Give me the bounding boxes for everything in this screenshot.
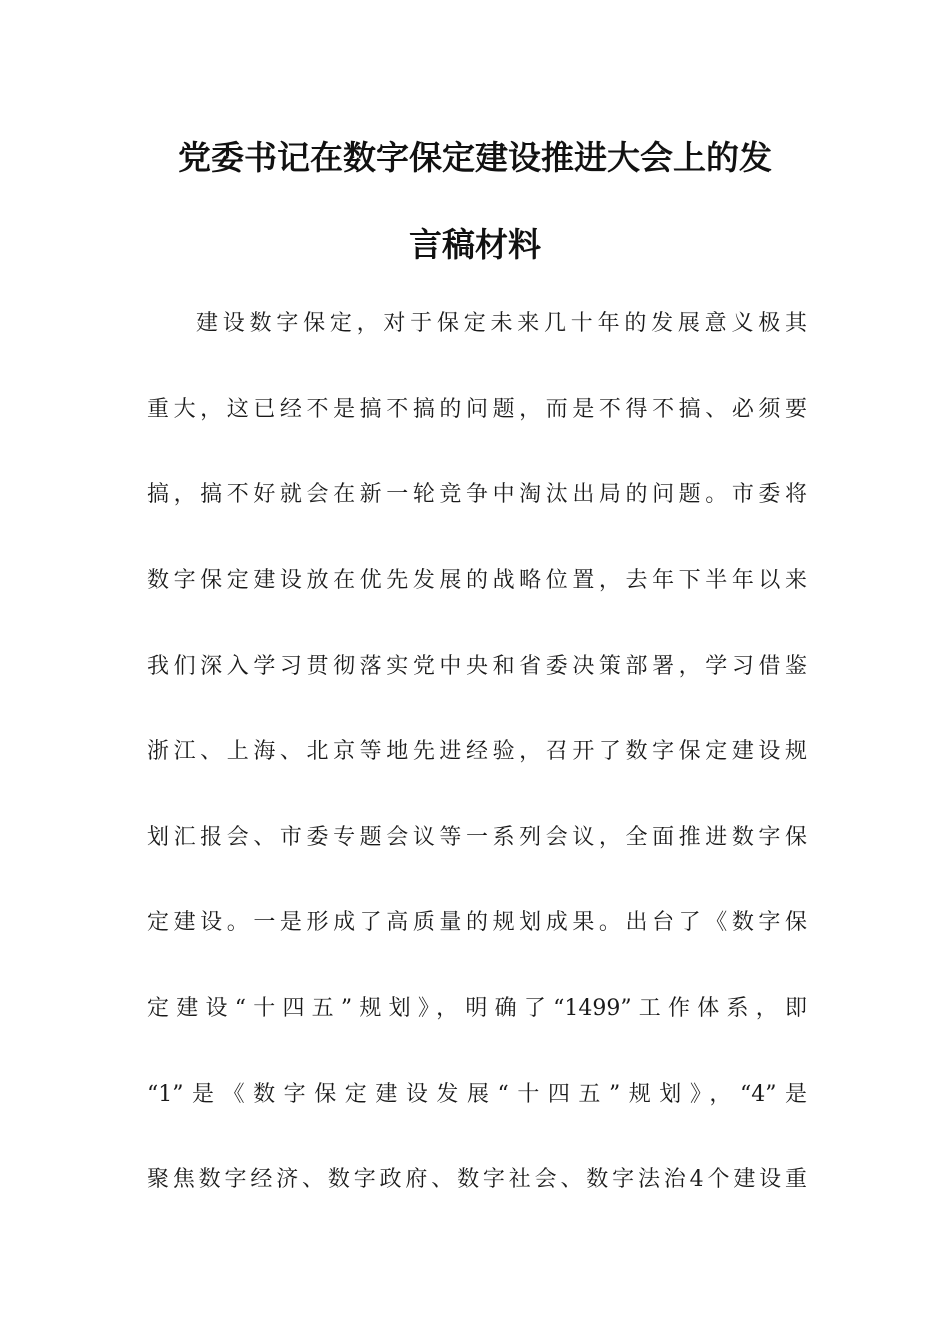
paragraph-line-3: 搞，搞不好就会在新一轮竞争中淘汰出局的问题。市委将 (147, 482, 807, 507)
paragraph-line-11: 聚焦数字经济、数字政府、数字社会、数字法治4个建设重 (147, 1167, 807, 1192)
paragraph-line-7: 划汇报会、市委专题会议等一系列会议，全面推进数字保 (147, 825, 807, 850)
paragraph-line-9: 定建设“十四五”规划》，明确了“1499”工作体系，即 (147, 996, 807, 1021)
document-title-line-1: 党委书记在数字保定建设推进大会上的发 (178, 138, 772, 177)
paragraph-line-8: 定建设。一是形成了高质量的规划成果。出台了《数字保 (147, 910, 807, 935)
paragraph-line-10: “1”是《数字保定建设发展“十四五”规划》，“4”是 (147, 1082, 807, 1107)
document-title-line-2: 言稿材料 (409, 225, 541, 264)
paragraph-line-6: 浙江、上海、北京等地先进经验，召开了数字保定建设规 (147, 739, 807, 764)
paragraph-line-5: 我们深入学习贯彻落实党中央和省委决策部署，学习借鉴 (147, 654, 807, 679)
paragraph-line-1: 建设数字保定，对于保定未来几十年的发展意义极其 (196, 311, 807, 336)
paragraph-line-4: 数字保定建设放在优先发展的战略位置，去年下半年以来 (147, 568, 807, 593)
paragraph-line-2: 重大，这已经不是搞不搞的问题，而是不得不搞、必须要 (147, 397, 807, 422)
